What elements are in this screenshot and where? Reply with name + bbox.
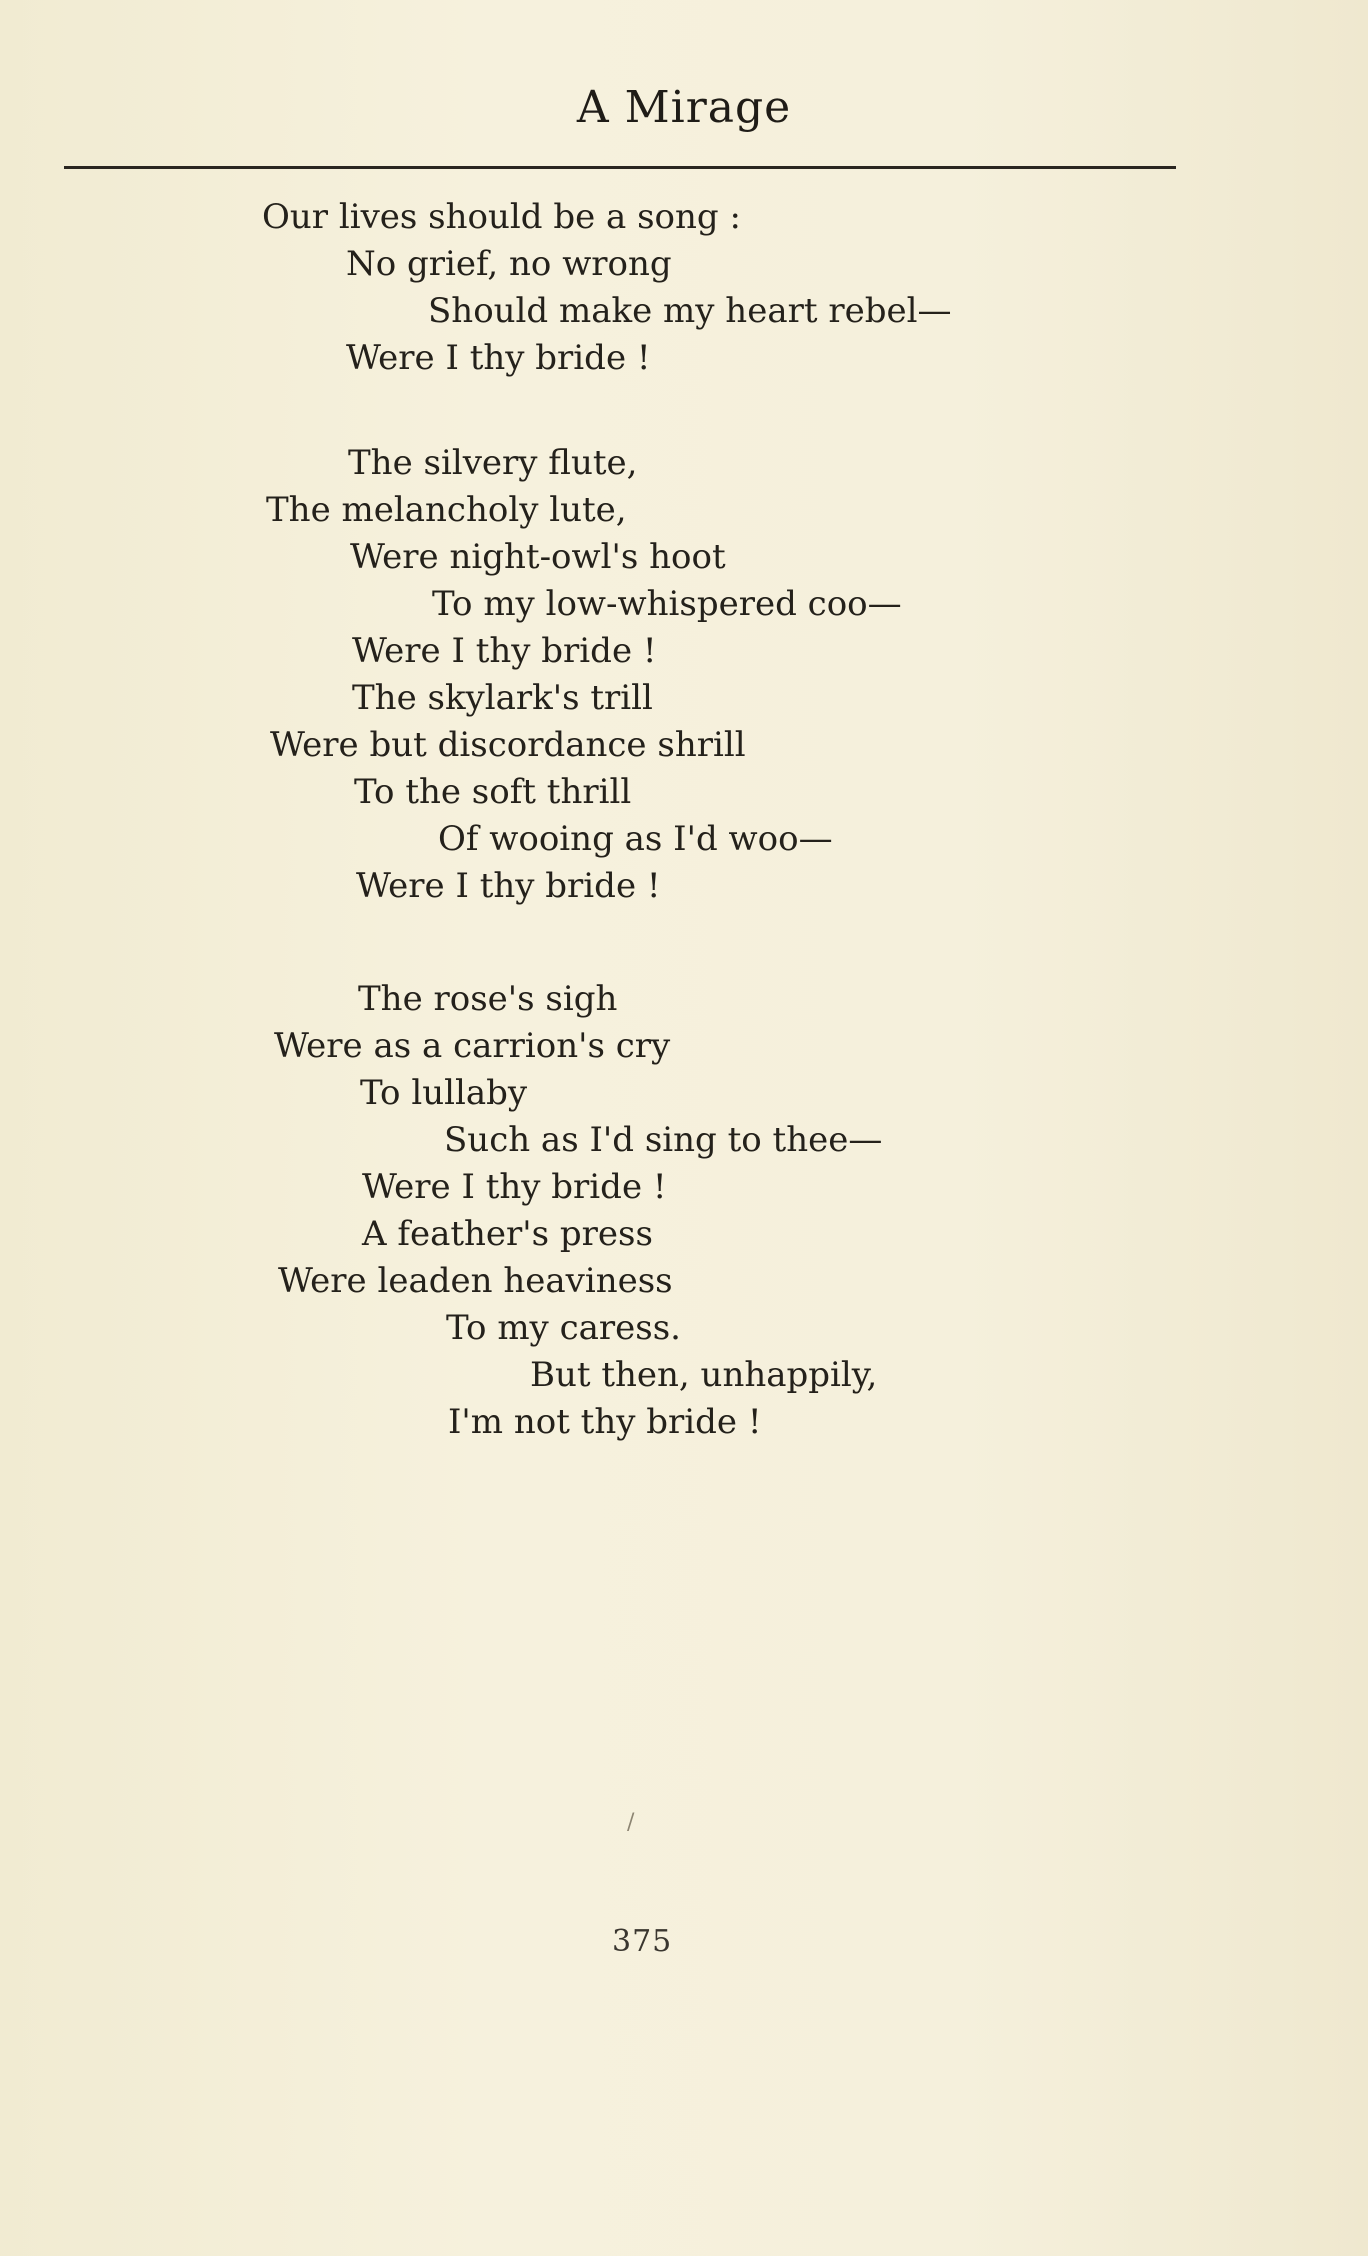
- poem-line-16: Were as a carrion's cry: [274, 1026, 671, 1066]
- poem-line-12: To the soft thrill: [354, 772, 632, 812]
- stray-mark: /: [627, 1810, 635, 1835]
- poem-line-18: Such as I'd sing to thee—: [444, 1120, 883, 1160]
- poem-line-3: Should make my heart rebel—: [428, 291, 952, 331]
- poem-line-21: Were leaden heaviness: [278, 1261, 673, 1301]
- poem-line-10: The skylark's trill: [352, 678, 653, 718]
- poem-line-19: Were I thy bride !: [362, 1167, 667, 1207]
- poem-line-22: To my caress.: [446, 1308, 681, 1348]
- poem-line-1: Our lives should be a song :: [262, 197, 741, 237]
- poem-line-15: The rose's sigh: [358, 979, 618, 1019]
- poem-line-2: No grief, no wrong: [346, 244, 672, 284]
- poem-line-8: To my low-whispered coo—: [432, 584, 902, 624]
- poem-line-7: Were night-owl's hoot: [350, 537, 726, 577]
- poem-line-20: A feather's press: [362, 1214, 653, 1254]
- poem-line-23: But then, unhappily,: [530, 1355, 878, 1395]
- page-number: 375: [612, 1924, 673, 1959]
- page-title: A Mirage: [576, 82, 792, 133]
- poem-line-9: Were I thy bride !: [352, 631, 657, 671]
- poem-line-13: Of wooing as I'd woo—: [438, 819, 833, 859]
- poem-line-5: The silvery flute,: [348, 443, 638, 483]
- poem-line-24: I'm not thy bride !: [448, 1402, 762, 1442]
- poem-line-4: Were I thy bride !: [346, 338, 651, 378]
- poem-line-14: Were I thy bride !: [356, 866, 661, 906]
- poem-line-11: Were but discordance shrill: [270, 725, 746, 765]
- poem-line-17: To lullaby: [360, 1073, 528, 1113]
- header-rule: [64, 166, 1176, 169]
- poem-line-6: The melancholy lute,: [266, 490, 627, 530]
